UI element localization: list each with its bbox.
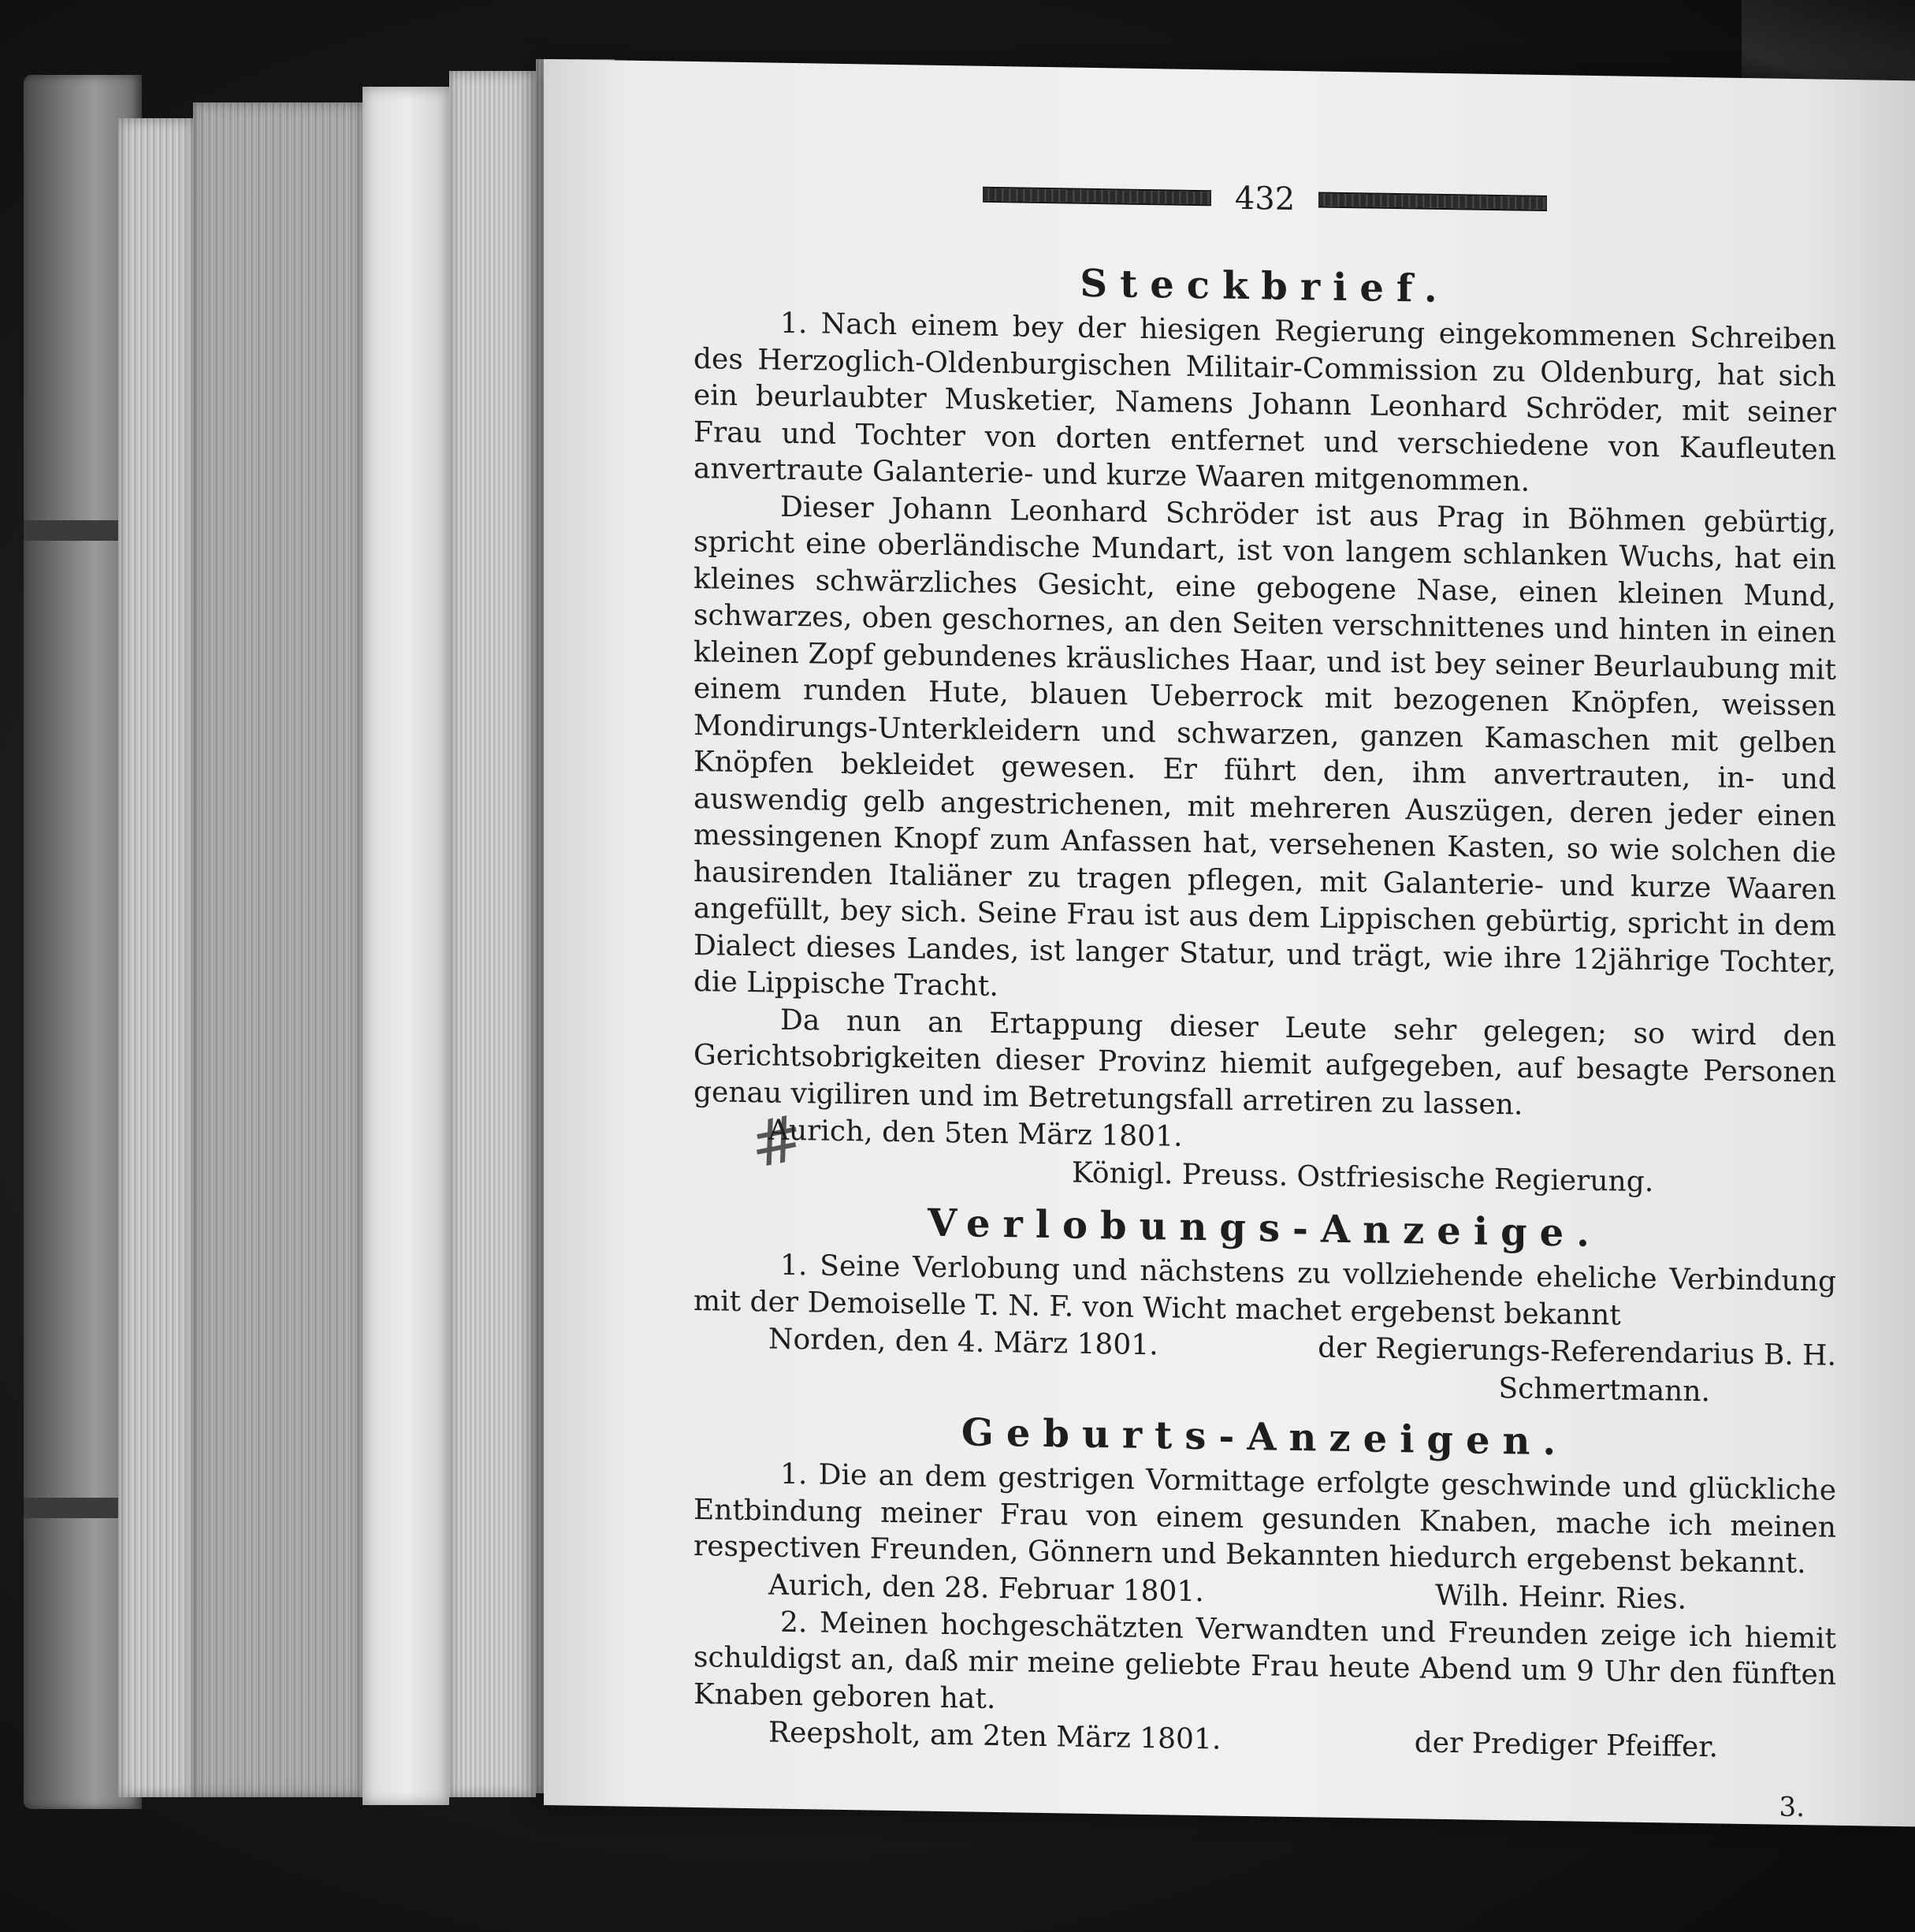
verlobung-signature-1: der Regierungs-Referendarius B. H.	[1318, 1331, 1836, 1372]
page-header	[693, 172, 1836, 226]
verlobung-place-date: Norden, den 4. März 1801.	[768, 1323, 1158, 1362]
page-stack	[193, 102, 363, 1797]
geburt-title: Geburts-Anzeigen.	[961, 1410, 1569, 1465]
geburt-2-signature: der Prediger Pfeiffer.	[1414, 1726, 1718, 1764]
page-stack	[449, 71, 536, 1797]
verlobung-paragraph: 1. Seine Verlobung und nächstens zu vollziehende eheliche Verbindung mit der Demoiselle T. N. F. von Wicht machet ergebenst bekannt	[693, 1249, 1836, 1331]
catchword: 3.	[1779, 1791, 1805, 1824]
steckbrief-place-date: Aurich, den 5ten März 1801.	[768, 1114, 1183, 1153]
geburt-paragraph-2: 2. Meinen hochgeschätzten Verwandten und Freunden zeige ich hiemit schuldigst an, daß mir meine geliebte Frau heute Abend um 9 Uhr den fünften Knaben geboren hat.	[693, 1606, 1836, 1715]
page-stack	[118, 118, 193, 1797]
steckbrief-paragraph-2: Dieser Johann Leonhard Schröder ist aus Prag in Böhmen gebürtig, spricht eine oberländische Mundart, ist von langem schlanken Wuchs, hat ein kleines schwärzliches Gesicht, eine gebogene Nase, einen kleinen Mund, schwarzes, oben geschornes, an den Seiten verschnittenes und hinten in einen kleinen Zopf gebundenes kräusliches Haar, und ist bey seiner Beurlaubung mit einem runden Hute, blauen Ueberrock mit bezogenen Knöpfen, weissen Mondirungs-Unterkleidern und schwarzen, ganzen Kamaschen mit gelben Knöpfen bekleidet gewesen. Er führt den, ihm anvertrauten, in- und auswendig gelb angestrichenen, mit mehreren Auszügen, deren jeder einen messingenen Knopf zum Anfassen hat, versehenen Kasten, so wie solchen die hausirenden Italiäner zu tragen pflegen, mit Galanterie- und kurze Waaren angefüllt, bey sich. Seine Frau ist aus dem Lippischen gebürtig, spricht in dem Dialect dieses Landes, ist langer Statur, und trägt, wie ihre 12jährige Tochter, die Lippische Tracht.	[693, 490, 1836, 1003]
header-rule-right	[1318, 192, 1547, 211]
page-content	[693, 172, 1836, 1824]
printed-page	[544, 59, 1915, 1826]
steckbrief-paragraph-1: 1. Nach einem bey der hiesigen Regierung eingekommenen Schreiben des Herzoglich-Oldenburgischen Militair-Commission zu Oldenburg, hat sich ein beurlaubter Musketier, Namens Johann Leonhard Schröder, mit seiner Frau und Tochter von dorten entfernet und verschiedene von Kaufleuten anvertraute Galanterie- und kurze Waaren mitgenommen.	[693, 307, 1836, 498]
geburt-1-place-date: Aurich, den 28. Februar 1801.	[768, 1568, 1204, 1608]
geburt-2-place-date: Reepsholt, am 2ten März 1801.	[768, 1716, 1222, 1756]
page-stack	[363, 87, 449, 1805]
steckbrief-paragraph-3: Da nun an Ertappung dieser Leute sehr gelegen; so wird den Gerichtsobrigkeiten dieser Provinz hiemit aufgegeben, auf besagte Personen genau vigiliren und im Betretungsfall arretiren zu lassen.	[693, 1003, 1836, 1122]
steckbrief-title: Steckbrief.	[1080, 261, 1450, 312]
geburt-1-signature: Wilh. Heinr. Ries.	[1435, 1579, 1686, 1616]
header-rule-left	[983, 187, 1211, 207]
steckbrief-signature: Königl. Preuss. Ostfriesische Regierung.	[1072, 1156, 1654, 1199]
pencil-mark: #	[743, 1100, 810, 1183]
page-number: 432	[1234, 180, 1296, 218]
verlobung-title: Verlobungs-Anzeige.	[928, 1201, 1602, 1256]
geburt-paragraph-1: 1. Die an dem gestrigen Vormittage erfolgte geschwinde und glückliche Entbindung meiner Frau von einem gesunden Knaben, mache ich meinen respectiven Freunden, Gönnern und Bekannten hiedurch ergebenst bekannt.	[693, 1457, 1836, 1580]
verlobung-signature-2: Schmertmann.	[1498, 1372, 1710, 1409]
